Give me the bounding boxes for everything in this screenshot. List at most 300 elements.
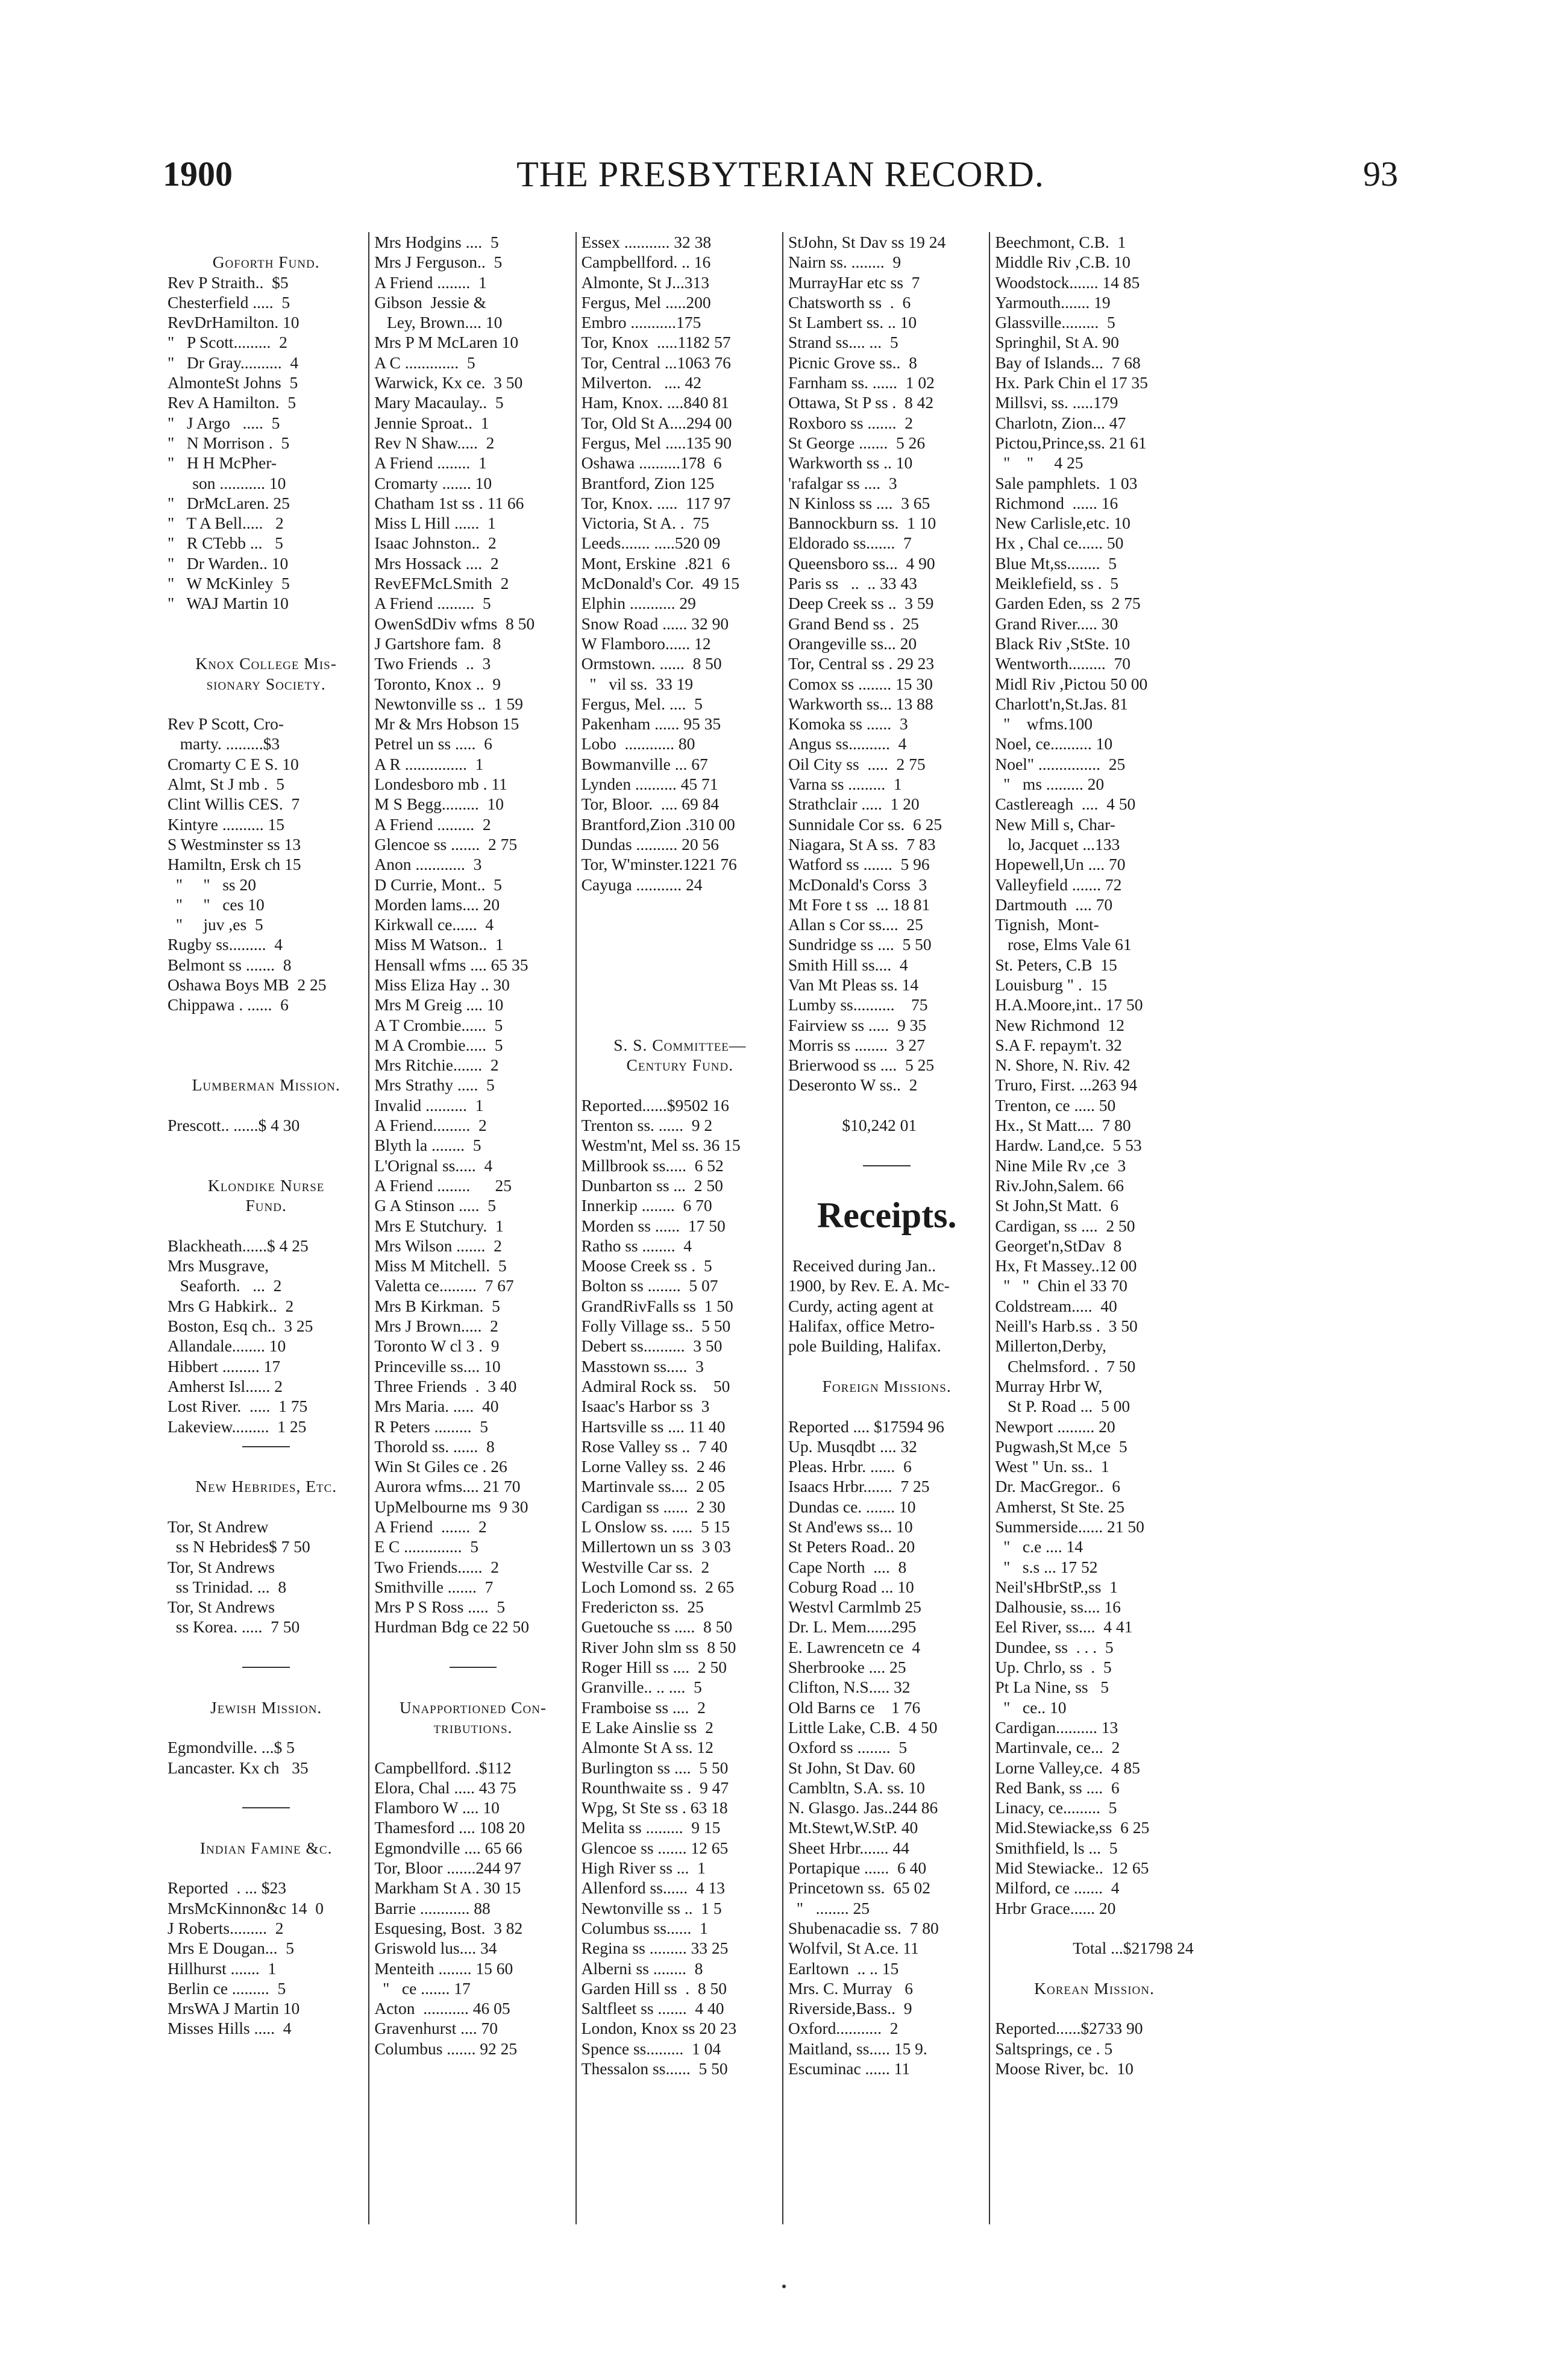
entry-line: Sherbrooke .... 25 <box>788 1658 906 1677</box>
spacer <box>582 895 779 914</box>
entry-line: Hx. Park Chin el 17 35 <box>995 373 1148 392</box>
entry-line: Innerkip ........ 6 70 <box>581 1196 712 1215</box>
spacer <box>582 975 779 995</box>
spacer <box>168 1778 365 1798</box>
entry-line: Ley, Brown.... 10 <box>374 313 503 332</box>
entry-line: S Westminster ss 13 <box>168 834 301 854</box>
spacer <box>168 1717 365 1737</box>
entry-line: Halifax, office Metro- <box>788 1317 935 1336</box>
entry-line: Chippawa . ...... 6 <box>168 995 289 1015</box>
entry-line: Eldorado ss....... 7 <box>788 533 912 553</box>
entry-line: Murray Hrbr W, <box>995 1376 1103 1395</box>
section-heading: Lumberman Mission. <box>192 1075 340 1095</box>
entry-line: Chesterfield ..... 5 <box>168 292 290 312</box>
entry-line: Pleas. Hrbr. ...... 6 <box>788 1457 912 1476</box>
entry-line: Mary Macaulay.. 5 <box>374 393 504 412</box>
section-heading: tributions. <box>433 1717 513 1737</box>
publication-title: THE PRESBYTERIAN RECORD. <box>516 154 1044 194</box>
entry-line: Warkworth ss... 13 88 <box>788 694 933 713</box>
entry-line: Mid.Stewiacke,ss 6 25 <box>995 1818 1150 1837</box>
entry-line: UpMelbourne ms 9 30 <box>374 1497 528 1516</box>
entry-line: Fergus, Mel .....200 <box>581 292 711 312</box>
entry-line: Tor, St Andrews <box>168 1597 275 1617</box>
entry-line: Up. Chrlo, ss . 5 <box>995 1658 1112 1677</box>
entry-line: Guetouche ss ..... 8 50 <box>581 1617 733 1637</box>
entry-line: Reported......$9502 16 <box>581 1095 729 1115</box>
entry-line: Petrel un ss ..... 6 <box>374 734 492 753</box>
entry-line: Mrs P M McLaren 10 <box>374 333 519 352</box>
entry-line: Essex ........... 32 38 <box>581 233 712 251</box>
entry-line: Acton ........... 46 05 <box>374 1999 510 2018</box>
entry-line: Reported......$2733 90 <box>995 2019 1143 2038</box>
entry-line: Mrs E Dougan... 5 <box>168 1939 295 1958</box>
entry-line: Cayuga ........... 24 <box>581 875 703 894</box>
entry-line: Hx, Ft Massey..12 00 <box>995 1256 1137 1276</box>
entry-line: Paris ss .. .. 33 43 <box>788 574 917 593</box>
entry-line: Wolfvil, St A.ce. 11 <box>788 1939 919 1958</box>
entry-line: Woodstock....... 14 85 <box>995 272 1140 292</box>
entry-line: St John,St Matt. 6 <box>995 1196 1119 1215</box>
entry-line: Mrs G Habkirk.. 2 <box>168 1296 294 1315</box>
entry-line: ss N Hebrides$ 7 50 <box>168 1537 310 1556</box>
spacer <box>168 1858 365 1878</box>
entry-line: Warkworth ss .. 10 <box>788 453 913 473</box>
entry-line: Dalhousie, ss.... 16 <box>995 1597 1121 1617</box>
section-heading: Jewish Mission. <box>210 1697 322 1717</box>
entry-line: Lobo ............ 80 <box>581 734 695 753</box>
entry-line: Bolton ss ........ 5 07 <box>581 1276 718 1295</box>
entry-line: " c.e .... 14 <box>995 1537 1083 1556</box>
entry-line: Smith Hill ss.... 4 <box>788 955 908 974</box>
entry-line: Newtonville ss .. 1 5 <box>581 1898 722 1917</box>
entry-line: son ........... 10 <box>168 473 286 492</box>
entry-line: Sale pamphlets. 1 03 <box>995 473 1138 492</box>
entry-line: " J Argo ..... 5 <box>168 413 280 432</box>
entry-line: Brierwood ss .... 5 25 <box>788 1055 935 1075</box>
entry-line: Hensall wfms .... 65 35 <box>374 955 528 974</box>
entry-line: St And'ews ss... 10 <box>788 1517 913 1536</box>
entry-line: Moose River, bc. 10 <box>995 2059 1134 2078</box>
entry-line: Kirkwall ce...... 4 <box>374 915 494 934</box>
spacer <box>168 634 365 653</box>
entry-line: Embro ...........175 <box>581 313 701 332</box>
entry-line: Admiral Rock ss. 50 <box>581 1376 730 1395</box>
spacer <box>168 1055 365 1075</box>
entry-line: Tor, Central ...1063 76 <box>581 353 731 372</box>
entry-line: Cape North .... 8 <box>788 1557 907 1576</box>
entry-line: Miss M Watson.. 1 <box>374 935 504 954</box>
entry-line: Alberni ss ........ 8 <box>581 1958 703 1978</box>
entry-line: Almt, St J mb . 5 <box>168 775 285 794</box>
section-heading: Indian Famine &c. <box>199 1838 333 1857</box>
entry-line: Thamesford .... 108 20 <box>374 1818 525 1837</box>
entry-line: " T A Bell..... 2 <box>168 514 284 533</box>
entry-line: 1900, by Rev. E. A. Mc- <box>788 1276 950 1295</box>
entry-line: Angus ss.......... 4 <box>788 734 907 753</box>
entry-line: Mrs. C. Murray 6 <box>788 1978 914 1998</box>
entry-line: D Currie, Mont.. 5 <box>374 875 502 894</box>
entry-line: Cardigan, ss .... 2 50 <box>995 1216 1135 1235</box>
entry-line: Mrs Musgrave, <box>168 1256 269 1276</box>
entry-line: Reported . ... $23 <box>168 1878 287 1898</box>
entry-line: rose, Elms Vale 61 <box>995 935 1132 954</box>
entry-line: Picnic Grove ss.. 8 <box>788 353 917 372</box>
entry-line: RevEFMcLSmith 2 <box>374 574 509 593</box>
entry-line: Tor, Knox .....1182 57 <box>581 333 731 352</box>
column-4 <box>783 232 990 2224</box>
entry-line: Tor, Central ss . 29 23 <box>788 654 935 673</box>
entry-line: Little Lake, C.B. 4 50 <box>788 1717 938 1737</box>
entry-line: Hx , Chal ce...... 50 <box>995 533 1124 553</box>
entry-line: Ratho ss ........ 4 <box>581 1236 692 1255</box>
entry-line: L Onslow ss. ..... 5 15 <box>581 1517 730 1536</box>
entry-line: Mrs J Ferguson.. 5 <box>374 253 503 272</box>
entry-line: Lancaster. Kx ch 35 <box>168 1758 309 1777</box>
entry-line: Burlington ss .... 5 50 <box>581 1758 729 1777</box>
entry-line: Sundridge ss .... 5 50 <box>788 935 932 954</box>
spacer <box>788 1135 985 1155</box>
entry-line: Hx., St Matt.... 7 80 <box>995 1116 1131 1135</box>
entry-line: St P. Road ... 5 00 <box>995 1397 1131 1416</box>
entry-line: Bannockburn ss. 1 10 <box>788 514 936 533</box>
spacer <box>168 1677 365 1697</box>
entry-line: Received during Jan.. <box>788 1256 936 1276</box>
entry-line: West " Un. ss.. 1 <box>995 1457 1109 1476</box>
entry-line: J Roberts......... 2 <box>168 1918 284 1937</box>
spacer <box>582 934 779 954</box>
entry-line: $10,242 01 <box>788 1116 917 1135</box>
section-heading: Klondike Nurse <box>207 1175 325 1195</box>
entry-line: Mrs P S Ross ..... 5 <box>374 1597 506 1617</box>
entry-line: MrsMcKinnon&c 14 0 <box>168 1898 324 1917</box>
entry-line: Three Friends . 3 40 <box>374 1376 517 1395</box>
entry-line: Columbus ss...... 1 <box>581 1918 708 1937</box>
entry-line: Regina ss ......... 33 25 <box>581 1939 729 1958</box>
spacer <box>582 914 779 934</box>
entry-line: Win St Giles ce . 26 <box>374 1457 507 1476</box>
entry-line: St John, St Dav. 60 <box>788 1758 915 1777</box>
entry-line: Beechmont, C.B. 1 <box>995 233 1126 251</box>
entry-line: Miss L Hill ...... 1 <box>374 514 496 533</box>
entry-line: Bowmanville ... 67 <box>581 754 708 773</box>
entry-line: Mrs Hodgins .... 5 <box>374 233 499 251</box>
entry-line: Rev A Hamilton. 5 <box>168 393 296 412</box>
entry-line: MrsWA J Martin 10 <box>168 1999 300 2018</box>
entry-line: Boston, Esq ch.. 3 25 <box>168 1317 313 1336</box>
entry-line: Mid Stewiacke.. 12 65 <box>995 1858 1149 1878</box>
entry-line: Tor, Bloor. .... 69 84 <box>581 794 720 814</box>
entry-line: Chatsworth ss . 6 <box>788 292 911 312</box>
entry-line: New Richmond 12 <box>995 1015 1124 1034</box>
entry-line: Chelmsford. . 7 50 <box>995 1356 1136 1376</box>
entry-line: Middle Riv ,C.B. 10 <box>995 253 1131 272</box>
section-rule <box>788 1156 985 1175</box>
entry-line: A C ............. 5 <box>374 353 475 372</box>
entry-line: Mrs Maria. ..... 40 <box>374 1397 499 1416</box>
entry-line: Wentworth......... 70 <box>995 654 1131 673</box>
entry-line: Framboise ss .... 2 <box>581 1697 706 1717</box>
entry-line: Menteith ........ 15 60 <box>374 1958 513 1978</box>
entry-line: Westm'nt, Mel ss. 36 15 <box>581 1136 741 1155</box>
entry-line: E Lake Ainslie ss 2 <box>581 1717 713 1737</box>
spacer <box>168 1135 365 1155</box>
spacer <box>168 232 365 252</box>
entry-line: Barrie ............ 88 <box>374 1898 491 1917</box>
entry-line: Esquesing, Bost. 3 82 <box>374 1918 523 1937</box>
spacer <box>168 614 365 634</box>
entry-line: Misses Hills ..... 4 <box>168 2019 292 2038</box>
entry-line: Old Barns ce 1 76 <box>788 1697 921 1717</box>
entry-line: Moose Creek ss . 5 <box>581 1256 712 1276</box>
entry-line: Mrs Ritchie....... 2 <box>374 1055 499 1075</box>
column-5 <box>990 232 1197 2224</box>
entry-line: Amherst Isl...... 2 <box>168 1376 283 1395</box>
entry-line: Wpg, St Ste ss . 63 18 <box>581 1798 728 1817</box>
entry-line: Van Mt Pleas ss. 14 <box>788 975 919 994</box>
entry-line: Niagara, St A ss. 7 83 <box>788 834 936 854</box>
section-rule <box>168 1436 365 1456</box>
entry-line: R Peters ......... 5 <box>374 1417 489 1436</box>
entry-line: " " ss 20 <box>168 875 256 894</box>
entry-line: Berlin ce ......... 5 <box>168 1978 286 1998</box>
column-3 <box>577 232 783 2224</box>
entry-line: Newtonville ss .. 1 59 <box>374 694 524 713</box>
entry-line: Ham, Knox. ....840 81 <box>581 393 729 412</box>
entry-line: Griswold lus.... 34 <box>374 1939 497 1958</box>
contributions-columns <box>163 232 1404 2224</box>
entry-line: Prescott.. ......$ 4 30 <box>168 1116 300 1135</box>
section-heading: Unapportioned Con- <box>399 1697 547 1717</box>
entry-line: Garden Eden, ss 2 75 <box>995 594 1141 613</box>
entry-line: Ormstown. ...... 8 50 <box>581 654 722 673</box>
entry-line: Warwick, Kx ce. 3 50 <box>374 373 523 392</box>
entry-line: " WAJ Martin 10 <box>168 594 289 613</box>
entry-line: " ce ....... 17 <box>374 1978 471 1998</box>
entry-line: Smithville ....... 7 <box>374 1577 494 1596</box>
entry-line: Isaac Johnston.. 2 <box>374 533 497 553</box>
spacer <box>582 995 779 1015</box>
entry-line: StJohn, St Dav ss 19 24 <box>788 233 946 251</box>
entry-line: Midl Riv ,Pictou 50 00 <box>995 674 1148 693</box>
spacer <box>788 1095 985 1115</box>
entry-line: Tor, Knox. ..... 117 97 <box>581 493 731 512</box>
section-heading: New Hebrides, Etc. <box>195 1477 337 1496</box>
entry-line: E C .............. 5 <box>374 1537 478 1556</box>
entry-line: " juv ,es 5 <box>168 915 263 934</box>
entry-line: Yarmouth....... 19 <box>995 292 1111 312</box>
entry-line: Morden lams.... 20 <box>374 895 500 914</box>
entry-line: A Friend ........ 1 <box>374 453 487 473</box>
entry-line: pole Building, Halifax. <box>788 1336 941 1356</box>
entry-line: lo, Jacquet ...133 <box>995 834 1120 854</box>
section-heading: sionary Society. <box>206 674 326 693</box>
entry-line: Isaacs Hrbr....... 7 25 <box>788 1477 930 1496</box>
entry-line: Valetta ce......... 7 67 <box>374 1276 514 1295</box>
entry-line: ss Trinidad. ... 8 <box>168 1577 287 1596</box>
entry-line: Deep Creek ss .. 3 59 <box>788 594 934 613</box>
entry-line: Dartmouth .... 70 <box>995 895 1113 914</box>
entry-line: Red Bank, ss .... 6 <box>995 1778 1120 1797</box>
entry-line: Mrs Strathy ..... 5 <box>374 1075 495 1095</box>
section-heading: S. S. Committee— <box>613 1035 747 1054</box>
entry-line: Almonte St A ss. 12 <box>581 1738 713 1757</box>
entry-line: Folly Village ss.. 5 50 <box>581 1317 731 1336</box>
entry-line: Coldstream..... 40 <box>995 1296 1117 1315</box>
entry-line: Loch Lomond ss. 2 65 <box>581 1577 735 1596</box>
entry-line: Mt.Stewt,W.StP. 40 <box>788 1818 918 1837</box>
entry-line: River John slm ss 8 50 <box>581 1637 736 1656</box>
entry-line: MurrayHar etc ss 7 <box>788 272 920 292</box>
entry-line: Westvl Carmlmb 25 <box>788 1597 921 1617</box>
section-heading: Knox College Mis- <box>195 654 337 673</box>
entry-line: Toronto W cl 3 . 9 <box>374 1336 500 1356</box>
entry-line: marty. .........$3 <box>168 734 280 753</box>
entry-line: Chatham 1st ss . 11 66 <box>374 493 524 512</box>
entry-line: Almonte, St J...313 <box>581 272 710 292</box>
spacer <box>788 1396 985 1416</box>
entry-line: Hamiltn, Ersk ch 15 <box>168 855 301 874</box>
entry-line: 'rafalgar ss .... 3 <box>788 473 897 492</box>
entry-line: Trenton ss. ...... 9 2 <box>581 1116 713 1135</box>
spacer <box>788 1175 985 1195</box>
entry-line: Campbellford. .. 16 <box>581 253 711 272</box>
entry-line: Mrs M Greig .... 10 <box>374 995 504 1015</box>
entry-line: Trenton, ce ..... 50 <box>995 1095 1116 1115</box>
entry-line: M A Crombie..... 5 <box>374 1035 503 1054</box>
entry-line: Strathclair ..... 1 20 <box>788 794 920 814</box>
entry-line: Oshawa ..........178 6 <box>581 453 722 473</box>
entry-line: Charlotn, Zion... 47 <box>995 413 1126 432</box>
entry-line: Castlereagh .... 4 50 <box>995 794 1136 814</box>
entry-line: Varna ss ......... 1 <box>788 775 902 794</box>
entry-line: Markham St A . 30 15 <box>374 1878 521 1898</box>
entry-line: Debert ss.......... 3 50 <box>581 1336 723 1356</box>
entry-line: Rose Valley ss .. 7 40 <box>581 1436 728 1456</box>
entry-line: A Friend ......... 2 <box>374 814 491 834</box>
spacer <box>168 1095 365 1115</box>
entry-line: Bay of Islands... 7 68 <box>995 353 1141 372</box>
entry-line: Rev P Straith.. $5 <box>168 272 289 292</box>
spacer <box>168 694 365 714</box>
entry-line: Rev N Shaw..... 2 <box>374 433 495 452</box>
entry-line: Milford, ce ....... 4 <box>995 1878 1120 1898</box>
entry-line: Snow Road ...... 32 90 <box>581 614 729 633</box>
section-heading: Goforth Fund. <box>212 253 320 272</box>
entry-line: Allan s Cor ss.... 25 <box>788 915 923 934</box>
entry-line: J Gartshore fam. 8 <box>374 634 501 653</box>
entry-line: Invalid .......... 1 <box>374 1095 484 1115</box>
entry-line: " ce.. 10 <box>995 1697 1067 1717</box>
section-rule <box>168 1657 365 1677</box>
entry-line: Dundas .......... 20 56 <box>581 834 720 854</box>
entry-line: Morris ss ........ 3 27 <box>788 1035 925 1054</box>
entry-line: Dunbarton ss ... 2 50 <box>581 1175 723 1195</box>
entry-line: Columbus ....... 92 25 <box>374 2039 518 2058</box>
entry-line: Granville.. .. .... 5 <box>581 1678 702 1697</box>
entry-line: Fergus, Mel. .... 5 <box>581 694 703 713</box>
entry-line: Allenford ss...... 4 13 <box>581 1878 725 1898</box>
entry-line: Kintyre .......... 15 <box>168 814 285 834</box>
entry-line: Fergus, Mel .....135 90 <box>581 433 732 452</box>
entry-line: S.A F. repaym't. 32 <box>995 1035 1122 1054</box>
entry-line: Blue Mt,ss........ 5 <box>995 553 1117 573</box>
entry-line: " R CTebb ... 5 <box>168 533 283 553</box>
entry-line: " s.s ... 17 52 <box>995 1557 1098 1576</box>
entry-line: Ottawa, St P ss . 8 42 <box>788 393 934 412</box>
entry-line: New Carlisle,etc. 10 <box>995 514 1131 533</box>
entry-line: Farnham ss. ...... 1 02 <box>788 373 935 392</box>
entry-line: G A Stinson ..... 5 <box>374 1196 497 1215</box>
entry-line: RevDrHamilton. 10 <box>168 313 299 332</box>
entry-line: Hardw. Land,ce. 5 53 <box>995 1136 1142 1155</box>
entry-line: Glencoe ss ....... 2 75 <box>374 834 518 854</box>
entry-line: Cromarty ....... 10 <box>374 473 492 492</box>
entry-line: Maitland, ss..... 15 9. <box>788 2039 927 2058</box>
entry-line: New Mill s, Char- <box>995 814 1115 834</box>
entry-line: London, Knox ss 20 23 <box>581 2019 737 2038</box>
spacer <box>582 955 779 975</box>
spacer <box>374 1677 571 1697</box>
entry-line: Comox ss ........ 15 30 <box>788 674 933 693</box>
entry-line: St Lambert ss. .. 10 <box>788 313 917 332</box>
entry-line: Curdy, acting agent at <box>788 1296 934 1315</box>
entry-line: Riv.John,Salem. 66 <box>995 1175 1124 1195</box>
entry-line: Miss M Mitchell. 5 <box>374 1256 507 1276</box>
entry-line: Pt La Nine, ss 5 <box>995 1678 1109 1697</box>
entry-line: Lumby ss.......... 75 <box>788 995 928 1015</box>
entry-line: M S Begg......... 10 <box>374 794 504 814</box>
entry-line: Aurora wfms.... 21 70 <box>374 1477 521 1496</box>
entry-line: " ms ......... 20 <box>995 775 1105 794</box>
entry-line: " H H McPher- <box>168 453 277 473</box>
entry-line: Louisburg " . 15 <box>995 975 1107 994</box>
spacer <box>582 1015 779 1035</box>
entry-line: Noel, ce.......... 10 <box>995 734 1113 753</box>
entry-line: Blyth la ........ 5 <box>374 1136 481 1155</box>
entry-line: Dr. L. Mem......295 <box>788 1617 917 1637</box>
entry-line: Hartsville ss .... 11 40 <box>581 1417 726 1436</box>
entry-line: Mrs B Kirkman. 5 <box>374 1296 500 1315</box>
entry-line: Komoka ss ...... 3 <box>788 714 908 734</box>
entry-line: Oxford ss ........ 5 <box>788 1738 908 1757</box>
entry-line: Egmondville. ...$ 5 <box>168 1738 295 1757</box>
entry-line: Thessalon ss...... 5 50 <box>581 2059 728 2078</box>
spacer <box>995 1958 1193 1978</box>
entry-line: Rugby ss......... 4 <box>168 935 283 954</box>
entry-line: A Friend ....... 2 <box>374 1517 487 1536</box>
entry-line: Lorne Valley,ce. 4 85 <box>995 1758 1140 1777</box>
section-rule <box>168 1798 365 1817</box>
entry-line: Noel" ............... 25 <box>995 754 1126 773</box>
entry-line: Mrs Hossack .... 2 <box>374 553 499 573</box>
entry-line: " N Morrison . 5 <box>168 433 290 452</box>
section-heading: Foreign Missions. <box>822 1376 952 1395</box>
section-rule <box>374 1657 571 1677</box>
entry-line: Roger Hill ss .... 2 50 <box>581 1658 727 1677</box>
entry-line: Deseronto W ss.. 2 <box>788 1075 918 1095</box>
column-1 <box>163 232 369 2224</box>
entry-line: A Friend ........ 1 <box>374 272 487 292</box>
entry-line: Shubenacadie ss. 7 80 <box>788 1918 939 1937</box>
entry-line: Londesboro mb . 11 <box>374 775 507 794</box>
spacer <box>788 1236 985 1256</box>
entry-line: Newport ......... 20 <box>995 1417 1115 1436</box>
entry-line: Meiklefield, ss . 5 <box>995 574 1119 593</box>
entry-line: Allandale........ 10 <box>168 1336 286 1356</box>
entry-line: N. Glasgo. Jas..244 86 <box>788 1798 938 1817</box>
entry-line: Two Friends .. 3 <box>374 654 491 673</box>
entry-line: Toronto, Knox .. 9 <box>374 674 501 693</box>
